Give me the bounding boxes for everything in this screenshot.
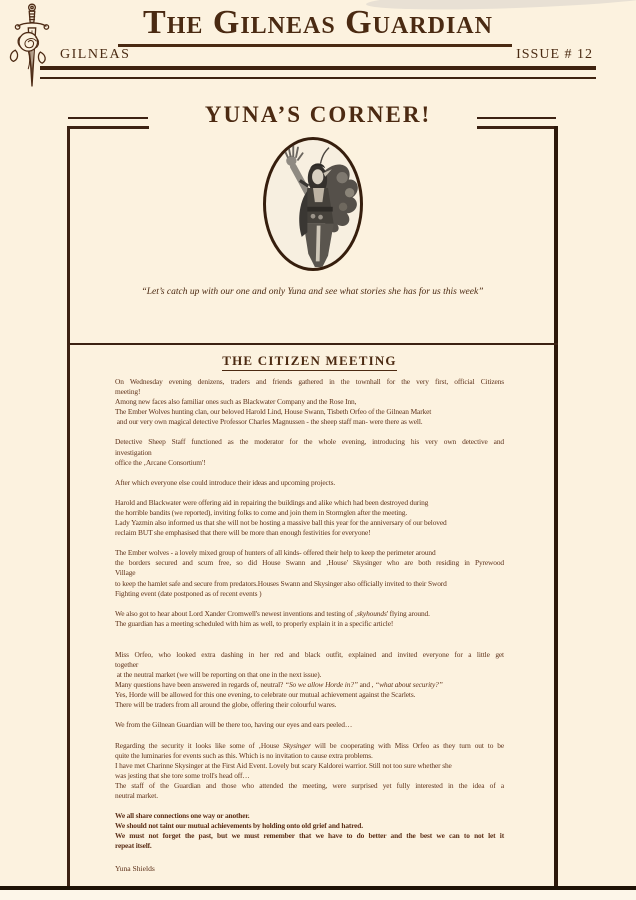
article-line: We from the Gilnean Guardian will be there too, having our eyes and ears peeled… [115, 720, 353, 730]
article-paragraph [115, 478, 504, 488]
portrait-figure-icon [266, 140, 360, 268]
article-line: After which everyone else could introduce their ideas and upcoming projects. [115, 477, 336, 487]
header-rule-thick [40, 66, 596, 70]
article-line: Lady Yazmin also informed us that she will not be hosting a massive ball this year for the anniversary of our beloved [115, 518, 447, 528]
article-paragraph [115, 498, 504, 538]
region-label: GILNEAS [60, 47, 131, 62]
article-line: Village [115, 568, 136, 578]
article-line: Fighting event (date postponed as of recent events ) [115, 588, 262, 598]
article-paragraph [115, 609, 504, 629]
article-line: at the neutral market (we will be reporting on that one in the next issue). [115, 670, 322, 680]
yuna-corner-title: YUNA’S CORNER! [204, 102, 432, 127]
article-paragraph [115, 437, 504, 467]
article-line: The Ember wolves - a lovely mixed group of hunters of all kinds- offered their help to keep the perimeter around [115, 548, 436, 558]
article-line: meeting! [115, 387, 141, 397]
article-line: We also got to hear about Lord Xander Cromwell's newest inventions and testing of ‚skyhounds' flying around. [115, 608, 430, 618]
article-line: and our very own magical detective Professor Charles Magnussen - the sheep staff man- were there as well. [115, 417, 423, 427]
article-line: There will be traders from all around the globe, offering their colourful wares. [115, 700, 337, 710]
article-line: We all share connections one way or another. [115, 811, 250, 821]
masthead-title-underline [118, 44, 512, 47]
article-paragraph [115, 377, 504, 427]
article-line: Many questions have been answered in regards of, neutral? “So we allow Horde in?” and , “what about security?” [115, 680, 443, 690]
page-bottom-strip [0, 890, 636, 900]
article-line: Yes, Horde will be allowed for this one evening, to celebrate our mutual achievement against the Scarlets. [115, 690, 416, 700]
article-line: Miss Orfeo, who looked extra dashing in her red and black outfit, explained and invited everyone for a little get [115, 649, 504, 659]
article-line: office the ‚Arcane Consortium'! [115, 457, 206, 467]
article-line: On Wednesday evening denizens, traders and friends gathered in the townhall for the very first, official Citizens [115, 377, 504, 386]
article-line: Among new faces also familiar ones such as Blackwater Company and the Rose Inn, [115, 397, 357, 407]
article-line: Harold and Blackwater were offering aid in repairing the buildings and alike which had been destroyed during [115, 497, 429, 507]
article-line: together [115, 659, 139, 669]
article-paragraph [115, 548, 504, 598]
article-line: neutral market. [115, 791, 158, 800]
article-line: We must not forget the past, but we must remember that we have to do better and the best we can to not let it [115, 831, 504, 841]
header-rule-thin [40, 77, 596, 79]
article-line: The Ember Wolves hunting clan, our beloved Harold Lind, House Swann, Tisbeth Orfeo of the Gilnean Market [115, 407, 432, 417]
article-line: Regarding the security it looks like some of ‚House Skysinger will be cooperating with Miss Orfeo as they turn out to be [115, 740, 504, 750]
article-body [115, 377, 504, 851]
article-line: investigation [115, 447, 152, 457]
section-separator-rule [67, 343, 558, 345]
article-line: quite the luminaries for events such as this. Which is no invitation to cause extra problems. [115, 750, 373, 760]
article-paragraph [115, 741, 504, 802]
article-line: the borders secured and scum free, so did House Swann and ‚House' Skysinger who are both residing in Pyrewood [115, 558, 504, 568]
article-line: Detective Sheep Staff functioned as the moderator for the whole evening, introducing his very own detective and [115, 437, 504, 447]
article-title: THE CITIZEN MEETING [222, 353, 397, 371]
article-line: I have met Charinne Skysinger at the First Aid Event. Lovely but scary Kaldorei warrior. Still not too sure whether she [115, 760, 452, 770]
issue-number: ISSUE # 12 [516, 47, 593, 62]
article-paragraph [115, 650, 504, 711]
article-line: to keep the hamlet safe and secure from predators.Houses Swann and Skysinger also officially invited to their Sword [115, 578, 447, 588]
article-paragraph [115, 720, 504, 730]
article-line: The guardian has a meeting scheduled with him as well, to properly explain it in a specific article! [115, 618, 394, 628]
yuna-portrait [263, 137, 363, 271]
article [69, 346, 555, 886]
article-line: repeat itself. [115, 841, 152, 851]
yuna-quote: “Let’s catch up with our one and only Yuna and see what stories she has for us this week” [141, 287, 484, 297]
article-line: reclaim BUT she emphasised that there will be more than enough festivities for everyone! [115, 528, 371, 538]
article-signature: Yuna Shields [115, 864, 155, 874]
article-paragraph [115, 811, 504, 851]
article-line: We should not taint our mutual achievements by holding onto old grief and hatred. [115, 821, 363, 831]
article-line: the horrible bandits (we reported), inviting folks to come and join them in Stormglen after the meeting. [115, 507, 408, 517]
article-line: The staff of the Guardian and those who attended the meeting, were surprised yet fully interested in the idea of a [115, 780, 504, 790]
article-line: was jesting that she tore some troll's head off… [115, 770, 250, 780]
masthead-title: The Gilneas Guardian [143, 4, 493, 41]
